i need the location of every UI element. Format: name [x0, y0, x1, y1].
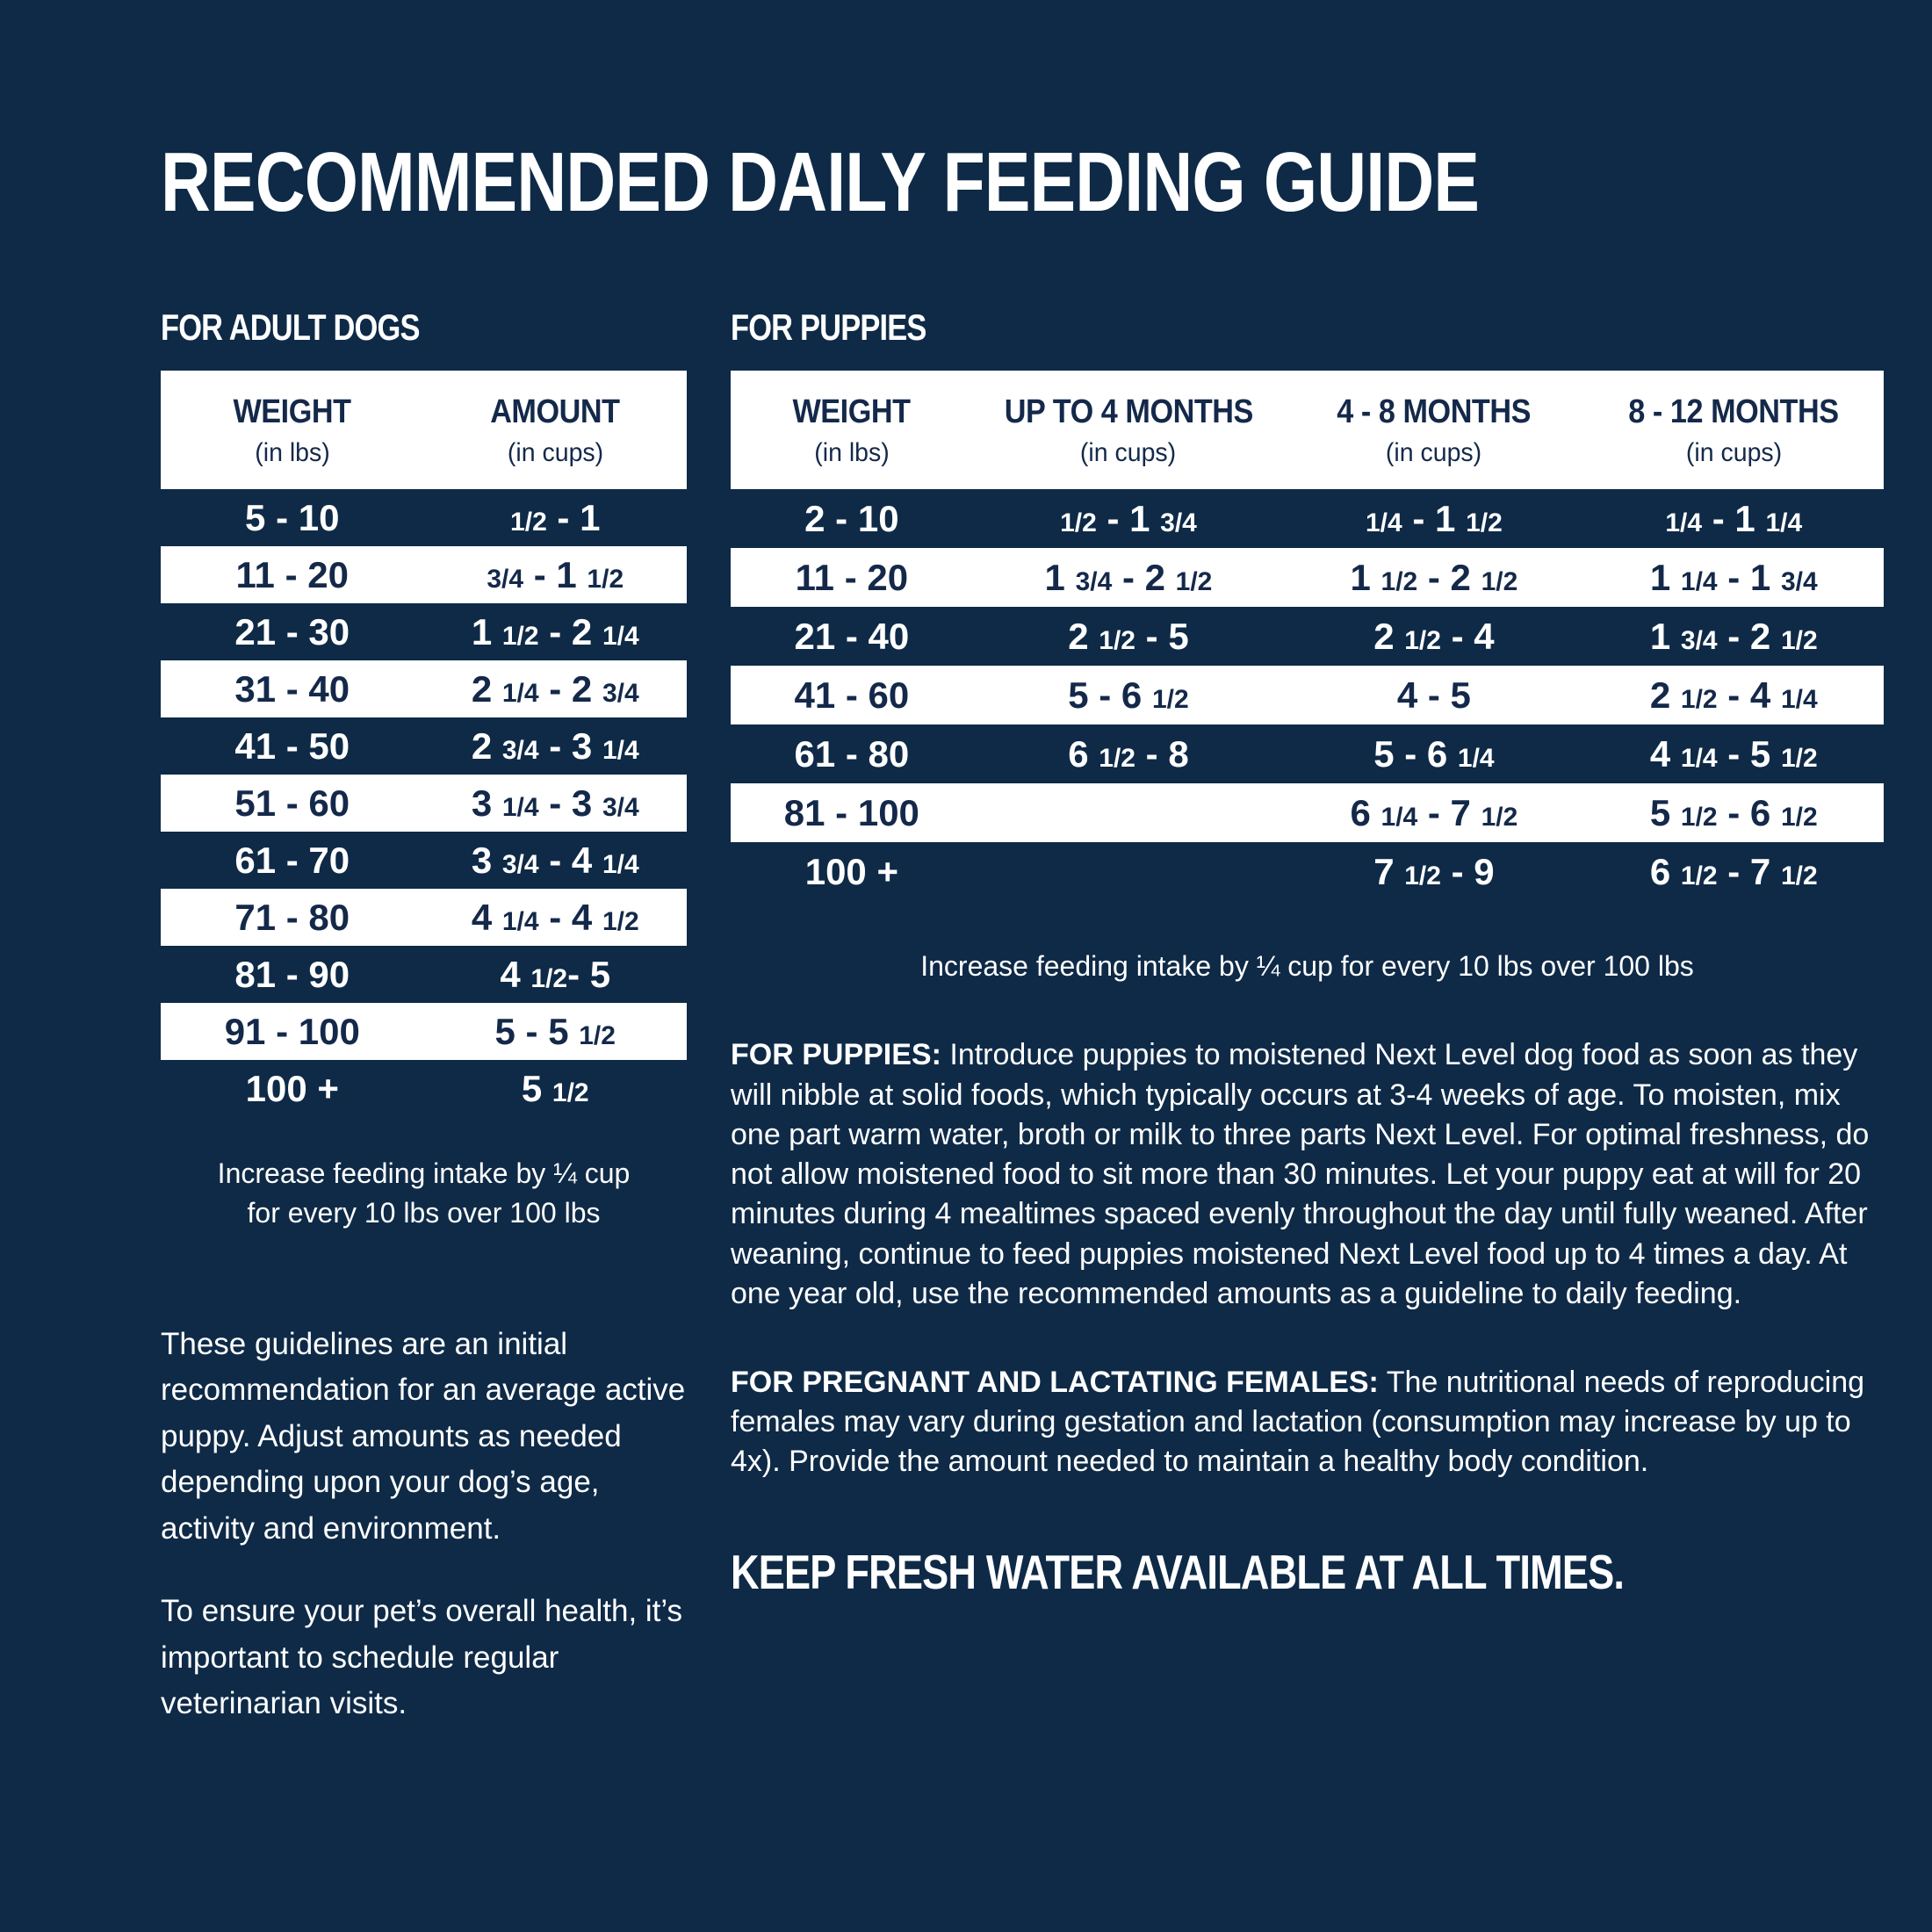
amount-cell: 3/4 - 1 1/2 — [487, 553, 624, 595]
amount-cell: 1 3/4 - 2 1/2 — [1649, 615, 1818, 657]
weight-cell: 100 + — [804, 850, 898, 892]
adult-dogs-section-label: FOR ADULT DOGS — [161, 306, 420, 348]
adult-feeding-table — [161, 371, 687, 1117]
weight-cell: 81 - 90 — [234, 953, 350, 995]
table-row — [161, 1060, 687, 1117]
adult-table-note: Increase feeding intake by ¼ cup for every 10 lbs over 100 lbs — [217, 1157, 631, 1229]
amount-cell: 5 1/2 — [521, 1067, 589, 1109]
weight-cell: 91 - 100 — [224, 1010, 360, 1052]
amount-cell: 4 1/4 - 5 1/2 — [1649, 732, 1818, 775]
amount-cell: 2 1/2 - 4 — [1373, 615, 1495, 657]
pregnant-females-lead: FOR PREGNANT AND LACTATING FEMALES: — [731, 1365, 1379, 1399]
table-row — [731, 783, 1884, 842]
amount-cell: 6 1/2 - 7 1/2 — [1649, 850, 1818, 892]
puppies-column — [731, 306, 1884, 1600]
puppy-table-body — [731, 489, 1884, 901]
page-title — [161, 135, 1769, 229]
table-row — [161, 889, 687, 946]
page-title-text: RECOMMENDED DAILY FEEDING GUIDE — [161, 135, 1480, 229]
amount-cell: 5 - 6 1/4 — [1373, 732, 1495, 775]
weight-cell: 61 - 80 — [794, 732, 910, 775]
amount-cell: 1/2 - 1 3/4 — [1060, 497, 1197, 539]
pregnant-females-paragraph — [731, 1363, 1884, 1482]
table-row — [731, 607, 1884, 666]
amount-cell: 1 1/4 - 1 3/4 — [1649, 556, 1818, 598]
adult-header-amount: AMOUNT (in cups) — [490, 393, 620, 467]
adult-table-body — [161, 489, 687, 1117]
table-row — [161, 660, 687, 717]
puppy-feeding-table — [731, 371, 1884, 901]
amount-cell: 4 1/2- 5 — [500, 953, 611, 995]
guidelines-text-block — [161, 1322, 687, 1727]
table-row — [161, 603, 687, 660]
amount-cell: 1 3/4 - 2 1/2 — [1044, 556, 1213, 598]
amount-cell: 6 1/4 - 7 1/2 — [1350, 791, 1518, 833]
adult-dogs-column — [161, 306, 687, 1727]
weight-cell: 100 + — [245, 1067, 339, 1109]
adult-header-weight: WEIGHT (in lbs) — [233, 393, 351, 467]
amount-cell: 1/4 - 1 1/2 — [1366, 497, 1503, 539]
weight-cell: 61 - 70 — [234, 839, 350, 881]
pregnant-females-body: The nutritional needs of reproducing females may vary during gestation and lactation (consumption may increase by up to 4x). Provide the amount needed to maintain a healthy body condition. — [731, 1365, 1865, 1479]
for-puppies-lead: FOR PUPPIES: — [731, 1038, 941, 1072]
puppy-table-note: Increase feeding intake by ¼ cup for every 10 lbs over 100 lbs — [920, 950, 1694, 982]
table-row — [161, 489, 687, 546]
puppy-table-header — [731, 371, 1884, 489]
table-row — [731, 842, 1884, 901]
amount-cell: 3 1/4 - 3 3/4 — [471, 782, 639, 824]
amount-cell: 2 1/2 - 5 — [1068, 615, 1189, 657]
weight-cell: 21 - 40 — [794, 615, 910, 657]
amount-cell: 1/4 - 1 1/4 — [1665, 497, 1803, 539]
weight-cell: 41 - 50 — [234, 724, 350, 767]
amount-cell: 1 1/2 - 2 1/2 — [1350, 556, 1518, 598]
for-puppies-body: Introduce puppies to moistened Next Level dog food as soon as they will nibble at solid foods, which typically occurs at 3-4 weeks of age. To moisten, mix one part warm water, broth or milk to three parts Next Level. For optimal freshness, do not allow moistened food to sit more than 30 minutes. Let your puppy eat at will for 20 minutes during 4 mealtimes spaced evenly throughout the day until fully weaned. After weaning, continue to feed puppies moistened Next Level food up to 4 times a day. At one year old, use the recommended amounts as a guideline to daily feeding. — [731, 1038, 1870, 1310]
vet-visits-paragraph: To ensure your pet’s overall health, it’s important to schedule regular veterinarian visits. — [161, 1594, 683, 1721]
table-row — [161, 946, 687, 1003]
guidelines-paragraph: These guidelines are an initial recommendation for an average active puppy. Adjust amounts as needed depending upon your dog’s age, activity and environment. — [161, 1326, 686, 1546]
table-row — [161, 1003, 687, 1060]
weight-cell: 5 - 10 — [245, 496, 340, 538]
amount-cell: 2 1/2 - 4 1/4 — [1649, 674, 1818, 716]
fresh-water-footer: KEEP FRESH WATER AVAILABLE AT ALL TIMES. — [731, 1544, 1625, 1599]
amount-cell: 2 1/4 - 2 3/4 — [471, 667, 639, 710]
table-row — [731, 489, 1884, 548]
weight-cell: 41 - 60 — [794, 674, 910, 716]
table-row — [161, 546, 687, 603]
puppy-header-8-12-months: 8 - 12 MONTHS (in cups) — [1628, 393, 1839, 467]
weight-cell: 31 - 40 — [234, 667, 350, 710]
table-row — [731, 666, 1884, 724]
puppy-header-weight: WEIGHT (in lbs) — [792, 393, 911, 467]
amount-cell: 6 1/2 - 8 — [1068, 732, 1189, 775]
amount-cell: 4 - 5 — [1396, 674, 1471, 716]
adult-table-header — [161, 371, 687, 489]
amount-cell: 5 - 6 1/2 — [1068, 674, 1189, 716]
amount-cell: 5 1/2 - 6 1/2 — [1649, 791, 1818, 833]
amount-cell: 7 1/2 - 9 — [1373, 850, 1495, 892]
amount-cell: 3 3/4 - 4 1/4 — [471, 839, 639, 881]
amount-cell: 5 - 5 1/2 — [494, 1010, 616, 1052]
weight-cell: 2 - 10 — [804, 497, 899, 539]
amount-cell: 1/2 - 1 — [510, 496, 601, 538]
puppy-header-up-to-4-months: UP TO 4 MONTHS (in cups) — [1004, 393, 1253, 467]
weight-cell: 71 - 80 — [234, 896, 350, 938]
weight-cell: 81 - 100 — [783, 791, 919, 833]
weight-cell: 11 - 20 — [795, 556, 909, 598]
for-puppies-paragraph — [731, 1035, 1884, 1314]
weight-cell: 21 - 30 — [234, 610, 350, 652]
weight-cell: 11 - 20 — [235, 553, 349, 595]
table-row — [731, 724, 1884, 783]
puppy-header-4-8-months: 4 - 8 MONTHS (in cups) — [1337, 393, 1532, 467]
weight-cell: 51 - 60 — [234, 782, 350, 824]
table-row — [161, 717, 687, 775]
table-row — [161, 832, 687, 889]
amount-cell: 2 3/4 - 3 1/4 — [471, 724, 639, 767]
table-row — [161, 775, 687, 832]
puppies-section-label: FOR PUPPIES — [731, 306, 926, 348]
amount-cell: 4 1/4 - 4 1/2 — [471, 896, 639, 938]
table-row — [731, 548, 1884, 607]
amount-cell: 1 1/2 - 2 1/4 — [471, 610, 639, 652]
